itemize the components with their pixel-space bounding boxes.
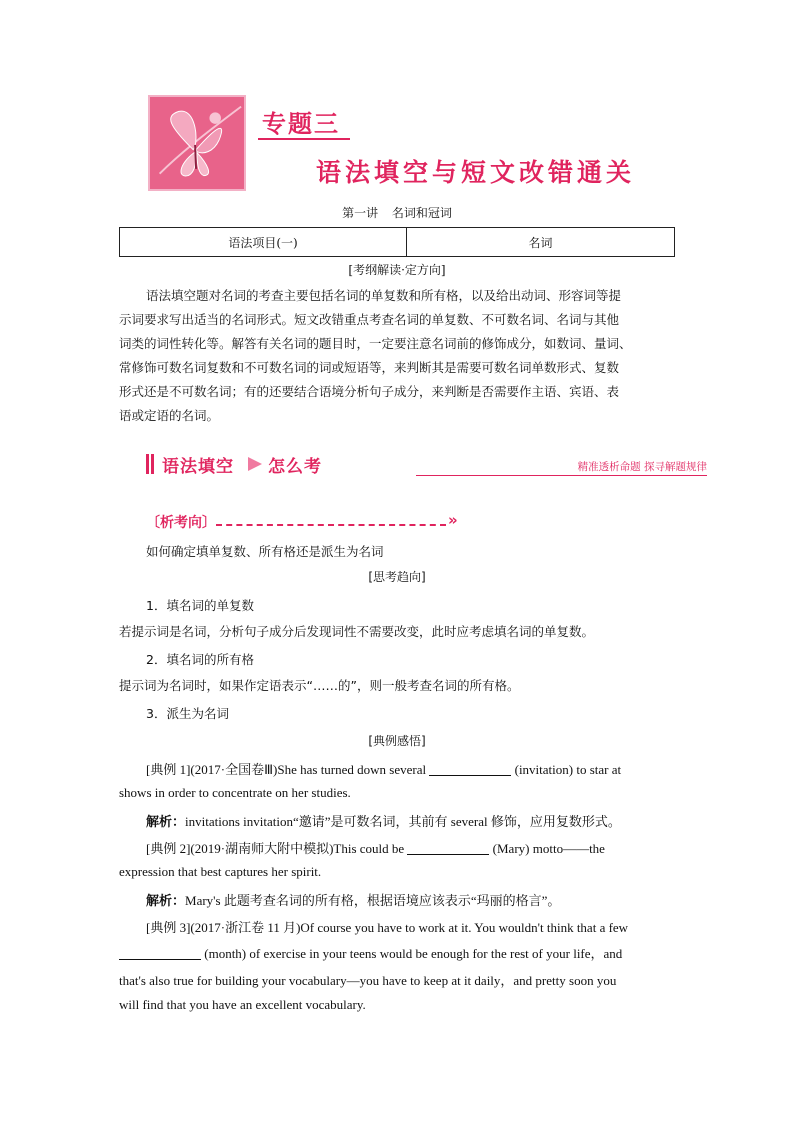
example-3-line (146, 917, 702, 936)
point-heading: 3．派生为名词 (146, 706, 229, 721)
example-1-line (146, 759, 702, 778)
section-banner (146, 450, 707, 478)
point-body: 若提示词是名词，分析句子成分后发现词性不需要改变，此时应考虑填名词的单复数。 (119, 624, 595, 639)
double-chevron-icon: » (448, 511, 458, 529)
banner-bar (146, 454, 149, 474)
example-hint: (Mary) motto——the (492, 841, 605, 856)
example-hint: (invitation) to star at (514, 762, 622, 777)
example-1-analysis (146, 811, 702, 830)
examples-label: [典例感悟] (368, 734, 426, 748)
butterfly-icon (148, 95, 246, 191)
banner-divider (416, 475, 707, 476)
example-label: [典例 1](2017·全国卷Ⅲ) (146, 762, 278, 777)
point-heading: 2．填名词的所有格 (146, 652, 254, 667)
example-text: This could be (333, 841, 405, 856)
banner-subtitle: 精准透析命题 探寻解题规律 (577, 461, 707, 473)
example-2-line (146, 838, 702, 857)
lecture-title: 第一讲 名词和冠词 (342, 206, 452, 220)
question-text: 如何确定填单复数、所有格还是派生为名词 (146, 544, 384, 559)
point-body: 提示词为名词时，如果作定语表示“……的”，则一般考查名词的所有格。 (119, 678, 520, 693)
point-heading: 1．填名词的单复数 (146, 598, 254, 613)
analysis-text: invitations invitation“邀请”是可数名词，其前有 several 修饰，应用复数形式。 (185, 814, 621, 829)
main-title: 语法填空与短文改错通关 (316, 158, 636, 187)
banner-title-left: 语法填空 (162, 457, 234, 477)
example-label: [典例 2](2019·湖南师大附中模拟) (146, 841, 334, 856)
banner-title-right: 怎么考 (268, 457, 322, 477)
example-text: (month) of exercise in your teens would be enough for the rest of your life，and (204, 946, 623, 961)
table-row (120, 228, 675, 257)
think-label: [思考趋向] (368, 570, 426, 584)
example-text: She has turned down several (277, 762, 427, 777)
intro-line: 语法填空题对名词的考查主要包括名词的单复数和所有格，以及给出动词、形容词等提 (146, 288, 622, 303)
example-text: expression that best captures her spirit. (119, 864, 322, 879)
analysis-label: 解析： (146, 814, 186, 829)
example-text: shows in order to concentrate on her studies. (119, 785, 351, 800)
table-cell-item: 语法项目(一) (120, 228, 407, 257)
intro-line: 示词要求写出适当的名词形式。短文改错重点考查名词的单复数、不可数名词、名词与其他 (119, 312, 620, 327)
analysis-heading: 〔析考向〕 (146, 515, 216, 531)
outline-label: [考纲解读·定方向] (348, 263, 446, 277)
topic-underline (258, 138, 350, 140)
grammar-table (119, 227, 675, 257)
example-text: Of course you have to work at it. You wouldn't think that a few (300, 920, 629, 935)
answer-blank (429, 763, 511, 776)
intro-line: 形式还是不可数名词；有的还要结合语境分析句子成分，来判断是否需要作主语、宾语、表 (119, 384, 620, 399)
analysis-label: 解析： (146, 893, 186, 908)
banner-bar (151, 454, 154, 474)
example-text: that's also true for building your vocabulary—you have to keep at it daily，and pretty soon you (119, 973, 617, 988)
intro-line: 常修饰可数名词复数和不可数名词的词或短语等，来判断其是需要可数名词单数形式、复数 (119, 360, 620, 375)
analysis-text: Mary's 此题考查名词的所有格，根据语境应该表示“玛丽的格言”。 (185, 893, 561, 908)
example-3-line (119, 943, 675, 962)
table-cell-value: 名词 (407, 228, 675, 257)
example-label: [典例 3](2017·浙江卷 11 月) (146, 920, 301, 935)
answer-blank (407, 842, 489, 855)
topic-title: 专题三 (262, 110, 340, 138)
answer-blank (119, 947, 201, 960)
example-text: will find that you have an excellent vocabulary. (119, 997, 366, 1012)
example-2-analysis (146, 890, 702, 909)
arrow-right-icon (248, 457, 262, 471)
intro-line: 词类的词性转化等。解答有关名词的题目时，一定要注意名词前的修饰成分，如数词、量词、 (119, 336, 632, 351)
dashed-divider (216, 524, 446, 526)
intro-line: 语或定语的名词。 (119, 408, 220, 423)
